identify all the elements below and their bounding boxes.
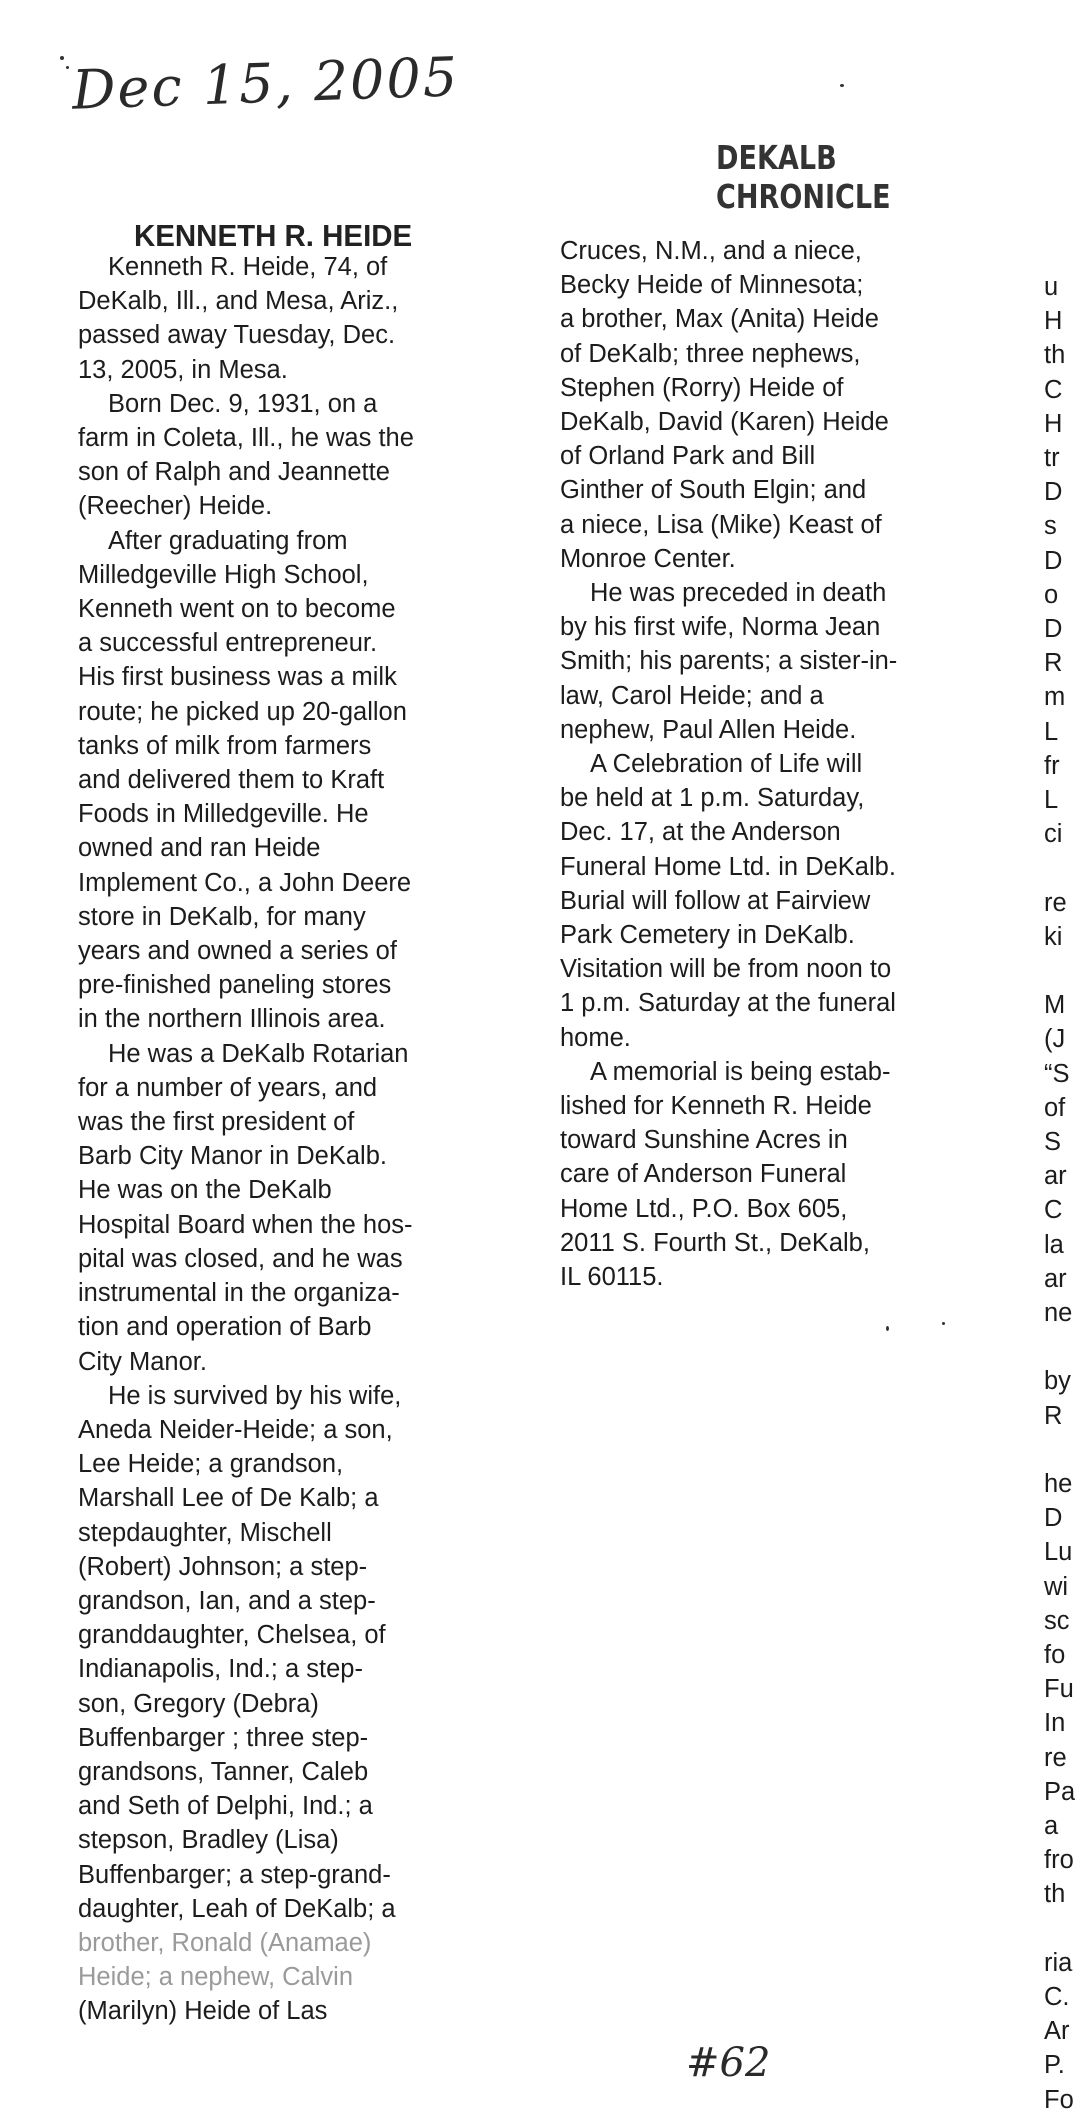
- scan-speck: [840, 84, 844, 87]
- text-line: Barb City Manor in DeKalb.: [78, 1142, 387, 1171]
- text-line: stepdaughter, Mischell: [78, 1518, 332, 1547]
- text-line: in the northern Illinois area.: [78, 1005, 386, 1034]
- clipped-text-fragment: S: [1044, 1128, 1062, 1157]
- text-line: Home Ltd., P.O. Box 605,: [560, 1194, 848, 1223]
- text-line: and delivered them to Kraft: [78, 766, 385, 795]
- clipped-text-fragment: th: [1044, 341, 1066, 370]
- text-line: Dec. 17, at the Anderson: [560, 818, 841, 847]
- handwritten-date: Dec 15, 2005: [71, 45, 461, 122]
- text-line: passed away Tuesday, Dec.: [78, 321, 396, 350]
- clipped-text-fragment: D: [1044, 478, 1063, 507]
- clipped-text-fragment: ne: [1044, 1299, 1073, 1328]
- scan-speck: [886, 1326, 889, 1331]
- clipped-text-fragment: th: [1044, 1880, 1066, 1909]
- text-line: Kenneth went on to become: [78, 595, 396, 624]
- clipped-text-fragment: D: [1044, 1504, 1063, 1533]
- clipped-text-fragment: [1044, 851, 1075, 885]
- clipped-text-fragment: o: [1044, 580, 1059, 609]
- clipped-text-fragment: C: [1044, 375, 1063, 404]
- clipped-text-fragment: fro: [1044, 1846, 1074, 1875]
- clipped-adjacent-column: [1044, 270, 1075, 2117]
- clipped-text-fragment: ki: [1044, 922, 1063, 951]
- text-line: a niece, Lisa (Mike) Keast of: [560, 510, 882, 539]
- text-line: brother, Ronald (Anamae): [78, 1928, 372, 1957]
- clipped-text-fragment: Ar: [1044, 2017, 1070, 2046]
- text-line: Foods in Milledgeville. He: [78, 800, 369, 829]
- text-line: was the first president of: [78, 1108, 355, 1137]
- text-line: a brother, Max (Anita) Heide: [560, 305, 879, 334]
- clipped-text-fragment: s: [1044, 512, 1057, 541]
- clipped-text-fragment: ci: [1044, 820, 1063, 849]
- text-line: Stephen (Rorry) Heide of: [560, 373, 844, 402]
- text-line: pital was closed, and he was: [78, 1244, 403, 1273]
- text-line: (Reecher) Heide.: [78, 492, 273, 521]
- clipped-text-fragment: a: [1044, 1812, 1059, 1841]
- clipped-text-fragment: D: [1044, 546, 1063, 575]
- clipped-text-fragment: H: [1044, 307, 1063, 336]
- clipped-text-fragment: R: [1044, 649, 1063, 678]
- text-line: DeKalb, Ill., and Mesa, Ariz.,: [78, 287, 399, 316]
- text-line: Born Dec. 9, 1931, on a: [108, 389, 378, 418]
- clipped-text-fragment: u: [1044, 273, 1059, 301]
- text-line: son of Ralph and Jeannette: [78, 458, 390, 487]
- clipped-text-fragment: D: [1044, 615, 1063, 644]
- text-line: daughter, Leah of DeKalb; a: [78, 1894, 396, 1923]
- clipped-text-fragment: L: [1044, 717, 1059, 746]
- text-line: of Orland Park and Bill: [560, 442, 816, 471]
- text-line: (Robert) Johnson; a step-: [78, 1552, 368, 1581]
- clipped-text-fragment: L: [1044, 786, 1059, 815]
- clipped-text-fragment: In: [1044, 1709, 1066, 1738]
- text-line: tanks of milk from farmers: [78, 731, 372, 760]
- clipped-text-fragment: fr: [1044, 751, 1060, 780]
- text-line: Kenneth R. Heide, 74, of: [108, 253, 388, 281]
- text-line: His first business was a milk: [78, 663, 397, 692]
- text-line: for a number of years, and: [78, 1073, 378, 1102]
- scan-speck: [942, 1322, 945, 1325]
- text-line: toward Sunshine Acres in: [560, 1126, 848, 1155]
- text-line: pre-finished paneling stores: [78, 971, 392, 1000]
- text-line: Cruces, N.M., and a niece,: [560, 237, 862, 265]
- clipped-text-fragment: [1044, 1433, 1075, 1467]
- clipped-text-fragment: re: [1044, 1743, 1067, 1772]
- clipped-text-fragment: P.: [1044, 2051, 1065, 2080]
- clipped-text-fragment: [1044, 1912, 1075, 1946]
- clipped-text-fragment: ar: [1044, 1162, 1067, 1191]
- text-line: Implement Co., a John Deere: [78, 868, 412, 897]
- text-line: 13, 2005, in Mesa.: [78, 355, 288, 384]
- text-line: nephew, Paul Allen Heide.: [560, 715, 857, 744]
- text-line: Becky Heide of Minnesota;: [560, 271, 864, 300]
- clipped-text-fragment: H: [1044, 409, 1063, 438]
- text-line: After graduating from: [108, 526, 348, 555]
- clipped-text-fragment: C: [1044, 1196, 1063, 1225]
- clipped-text-fragment: Pa: [1044, 1777, 1075, 1806]
- text-line: son, Gregory (Debra): [78, 1689, 319, 1718]
- text-line: of DeKalb; three nephews,: [560, 339, 861, 368]
- obituary-headline: KENNETH R. HEIDE: [134, 218, 413, 253]
- text-line: be held at 1 p.m. Saturday,: [560, 784, 865, 813]
- obituary-column-1: [78, 250, 458, 2029]
- text-line: farm in Coleta, Ill., he was the: [78, 424, 414, 453]
- text-line: Aneda Neider-Heide; a son,: [78, 1415, 393, 1444]
- clipped-text-fragment: sc: [1044, 1606, 1070, 1635]
- scan-speck: [66, 66, 69, 69]
- text-line: Funeral Home Ltd. in DeKalb.: [560, 852, 896, 881]
- text-line: 2011 S. Fourth St., DeKalb,: [560, 1228, 870, 1257]
- text-line: He was a DeKalb Rotarian: [108, 1039, 409, 1068]
- text-line: Hospital Board when the hos-: [78, 1210, 413, 1239]
- text-line: grandson, Ian, and a step-: [78, 1586, 376, 1615]
- text-line: and Seth of Delphi, Ind.; a: [78, 1792, 373, 1821]
- text-line: owned and ran Heide: [78, 834, 321, 863]
- clipped-text-fragment: [1044, 954, 1075, 988]
- text-line: tion and operation of Barb: [78, 1313, 372, 1342]
- clipped-text-fragment: Lu: [1044, 1538, 1073, 1567]
- clipped-text-fragment: tr: [1044, 444, 1060, 473]
- text-line: stepson, Bradley (Lisa): [78, 1826, 339, 1855]
- text-line: lished for Kenneth R. Heide: [560, 1092, 872, 1121]
- text-line: Lee Heide; a grandson,: [78, 1450, 344, 1479]
- text-line: Visitation will be from noon to: [560, 955, 892, 984]
- text-line: store in DeKalb, for many: [78, 902, 366, 931]
- clipped-text-fragment: wi: [1044, 1572, 1069, 1601]
- clipped-text-fragment: Fo: [1044, 2085, 1074, 2114]
- text-line: care of Anderson Funeral: [560, 1160, 847, 1189]
- text-line: A memorial is being estab-: [590, 1057, 891, 1086]
- text-line: Park Cemetery in DeKalb.: [560, 921, 855, 950]
- text-line: by his first wife, Norma Jean: [560, 613, 881, 642]
- text-line: grandsons, Tanner, Caleb: [78, 1757, 369, 1786]
- text-line: He was preceded in death: [590, 579, 887, 608]
- clipped-text-fragment: la: [1044, 1230, 1064, 1259]
- text-line: Smith; his parents; a sister-in-: [560, 647, 898, 676]
- clipped-text-fragment: ar: [1044, 1264, 1067, 1293]
- clipped-text-fragment: R: [1044, 1401, 1063, 1430]
- text-line: Heide; a nephew, Calvin: [78, 1963, 354, 1992]
- clipped-text-fragment: he: [1044, 1470, 1073, 1499]
- clipped-text-fragment: re: [1044, 888, 1067, 917]
- text-line: He is survived by his wife,: [108, 1381, 402, 1410]
- text-line: granddaughter, Chelsea, of: [78, 1621, 386, 1650]
- clipped-text-fragment: M: [1044, 991, 1066, 1020]
- text-line: instrumental in the organiza-: [78, 1279, 400, 1308]
- text-line: Monroe Center.: [560, 544, 736, 573]
- clipped-text-fragment: by: [1044, 1367, 1071, 1396]
- handwritten-page-number: #62: [686, 2040, 771, 2086]
- text-line: 1 p.m. Saturday at the funeral: [560, 989, 896, 1018]
- text-line: DeKalb, David (Karen) Heide: [560, 408, 889, 437]
- clipped-text-fragment: m: [1044, 683, 1066, 712]
- clipped-text-fragment: “S: [1044, 1059, 1070, 1088]
- clipped-text-fragment: C.: [1044, 1983, 1070, 2012]
- text-line: route; he picked up 20-gallon: [78, 697, 407, 726]
- text-line: Buffenbarger; a step-grand-: [78, 1860, 391, 1889]
- clipped-text-fragment: [1044, 1330, 1075, 1364]
- text-line: City Manor.: [78, 1347, 207, 1376]
- text-line: (Marilyn) Heide of Las: [78, 1997, 328, 2026]
- text-line: IL 60115.: [560, 1263, 664, 1292]
- text-line: Milledgeville High School,: [78, 560, 369, 589]
- clipped-text-fragment: Fu: [1044, 1675, 1074, 1704]
- text-line: Marshall Lee of De Kalb; a: [78, 1484, 379, 1513]
- newspaper-masthead: DEKALB CHRONICLE: [716, 138, 891, 216]
- text-line: Ginther of South Elgin; and: [560, 476, 867, 505]
- clipped-text-fragment: (J: [1044, 1025, 1066, 1054]
- text-line: Indianapolis, Ind.; a step-: [78, 1655, 363, 1684]
- clipped-text-fragment: fo: [1044, 1641, 1066, 1670]
- text-line: a successful entrepreneur.: [78, 629, 378, 658]
- obituary-column-2: [560, 234, 960, 1294]
- text-line: law, Carol Heide; and a: [560, 681, 824, 710]
- clipped-text-fragment: ria: [1044, 1948, 1073, 1977]
- text-line: Burial will follow at Fairview: [560, 886, 871, 915]
- text-line: He was on the DeKalb: [78, 1176, 332, 1205]
- text-line: A Celebration of Life will: [590, 750, 863, 779]
- text-line: home.: [560, 1023, 631, 1052]
- text-line: Buffenbarger ; three step-: [78, 1723, 369, 1752]
- text-line: years and owned a series of: [78, 937, 397, 966]
- scan-speck: [60, 56, 64, 60]
- clipped-text-fragment: of: [1044, 1093, 1066, 1122]
